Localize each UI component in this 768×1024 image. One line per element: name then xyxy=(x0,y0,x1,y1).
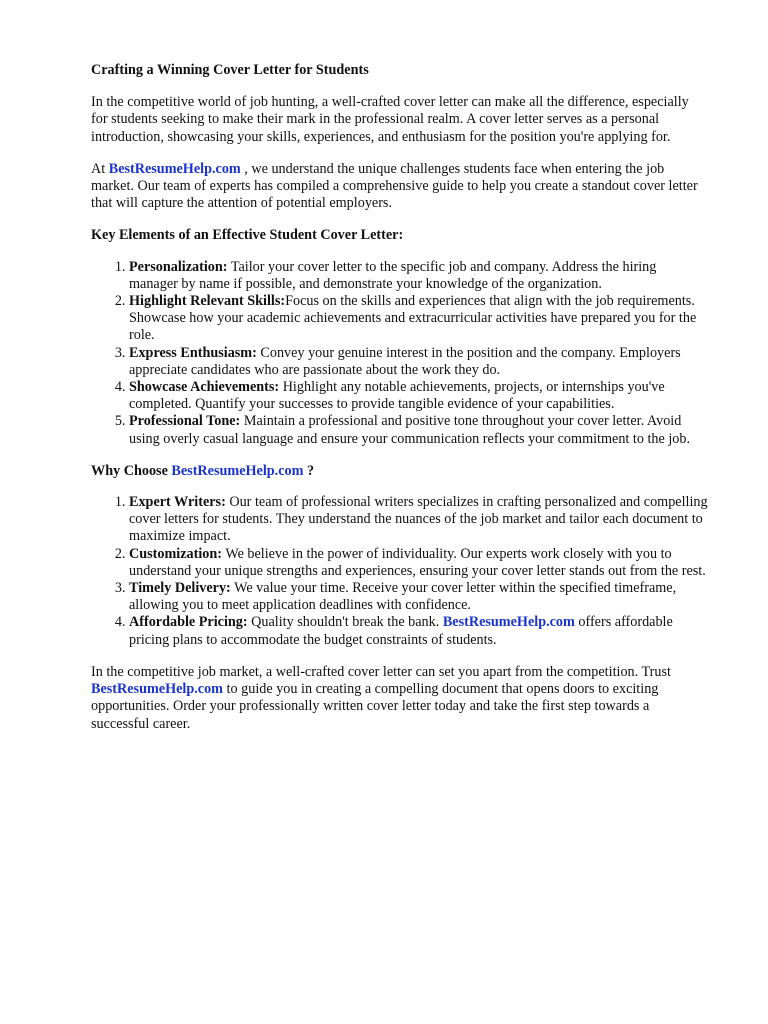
bestresumehelp-link[interactable]: BestResumeHelp.com xyxy=(108,160,241,177)
key-elements-list xyxy=(91,259,708,448)
item-term: Affordable Pricing: xyxy=(129,614,248,631)
bestresumehelp-link[interactable]: BestResumeHelp.com xyxy=(442,614,575,631)
item-text: Convey your genuine interest in the position and the company. Employers appreciate candidates who are passionate about the work they do. xyxy=(129,344,681,378)
item-text: We value your time. Receive your cover letter within the specified timeframe, allowing you to meet application deadlines with confidence. xyxy=(129,580,677,614)
item-term: Professional Tone: xyxy=(129,413,241,430)
item-term: Customization: xyxy=(129,545,223,562)
bestresumehelp-link[interactable]: BestResumeHelp.com xyxy=(171,462,304,479)
closing-paragraph xyxy=(91,664,708,733)
list-item xyxy=(129,413,708,447)
list-item xyxy=(129,546,708,580)
key-elements-heading: Key Elements of an Effective Student Cover Letter: xyxy=(91,227,404,244)
bestresumehelp-link[interactable]: BestResumeHelp.com xyxy=(91,681,223,698)
item-text: We believe in the power of individuality. Our experts work closely with you to understand your unique strengths and experiences, ensuring your cover letter stands out from the rest. xyxy=(129,545,706,579)
closing-trust: Trust xyxy=(641,663,671,680)
about-text: , we understand the unique challenges students face when entering the job market. Our team of experts has compiled a comprehensive guide to help you create a standout cover letter that will capture the attention of potential employers. xyxy=(91,160,698,212)
item-text: Focus on the skills and experiences that align with the job requirements. Showcase how your academic achievements and extracurricular activities have prepared you for the role. xyxy=(129,293,697,344)
item-term: Expert Writers: xyxy=(129,494,226,511)
item-text: Our team of professional writers specializes in crafting personalized and compelling cover letters for students. They understand the nuances of the job market and tailor each document to maximize impact. xyxy=(129,494,708,545)
list-item xyxy=(129,614,708,648)
item-text: Highlight any notable achievements, projects, or internships you've completed. Quantify your successes to provide tangible evidence of your capabilities. xyxy=(129,379,665,413)
document-title: Crafting a Winning Cover Letter for Students xyxy=(91,62,369,78)
closing-text: to guide you in creating a compelling document that opens doors to exciting opportunities. Order your professionally written cover letter today and take the first step towards a successful career. xyxy=(91,681,659,732)
item-term: Express Enthusiasm: xyxy=(129,344,257,361)
item-text: Maintain a professional and positive tone throughout your cover letter. Avoid using overly casual language and ensure your communication reflects your commitment to the job. xyxy=(129,413,691,447)
closing-first: In the competitive job market, a well-crafted cover letter can set you apart from the competition. xyxy=(91,663,639,680)
item-term: Showcase Achievements: xyxy=(129,379,280,396)
why-choose-suffix: ? xyxy=(306,462,315,479)
item-term: Personalization: xyxy=(129,258,228,275)
about-paragraph xyxy=(91,161,708,213)
item-text: Tailor your cover letter to the specific job and company. Address the hiring manager by name if possible, and demonstrate your knowledge of the organization. xyxy=(129,258,657,292)
list-item xyxy=(129,580,708,614)
about-prefix: At xyxy=(91,160,106,177)
why-choose-prefix: Why Choose xyxy=(91,462,168,479)
item-text: Quality shouldn't break the bank. xyxy=(251,614,440,631)
item-term: Timely Delivery: xyxy=(129,580,231,597)
why-choose-list xyxy=(91,494,708,649)
list-item xyxy=(129,293,708,345)
item-term: Highlight Relevant Skills: xyxy=(129,293,286,310)
intro-paragraph: In the competitive world of job hunting, a well-crafted cover letter can make all the difference, especially for students seeking to make their mark in the professional realm. A cover letter serves as a personal introduction, showcasing your skills, experiences, and enthusiasm for the position you're applying for. xyxy=(91,94,689,145)
list-item xyxy=(129,345,708,379)
list-item xyxy=(129,259,708,293)
item-text-after: offers affordable pricing plans to accommodate the budget constraints of students. xyxy=(129,614,673,648)
list-item xyxy=(129,494,708,546)
why-choose-heading xyxy=(91,463,708,480)
list-item xyxy=(129,379,708,413)
